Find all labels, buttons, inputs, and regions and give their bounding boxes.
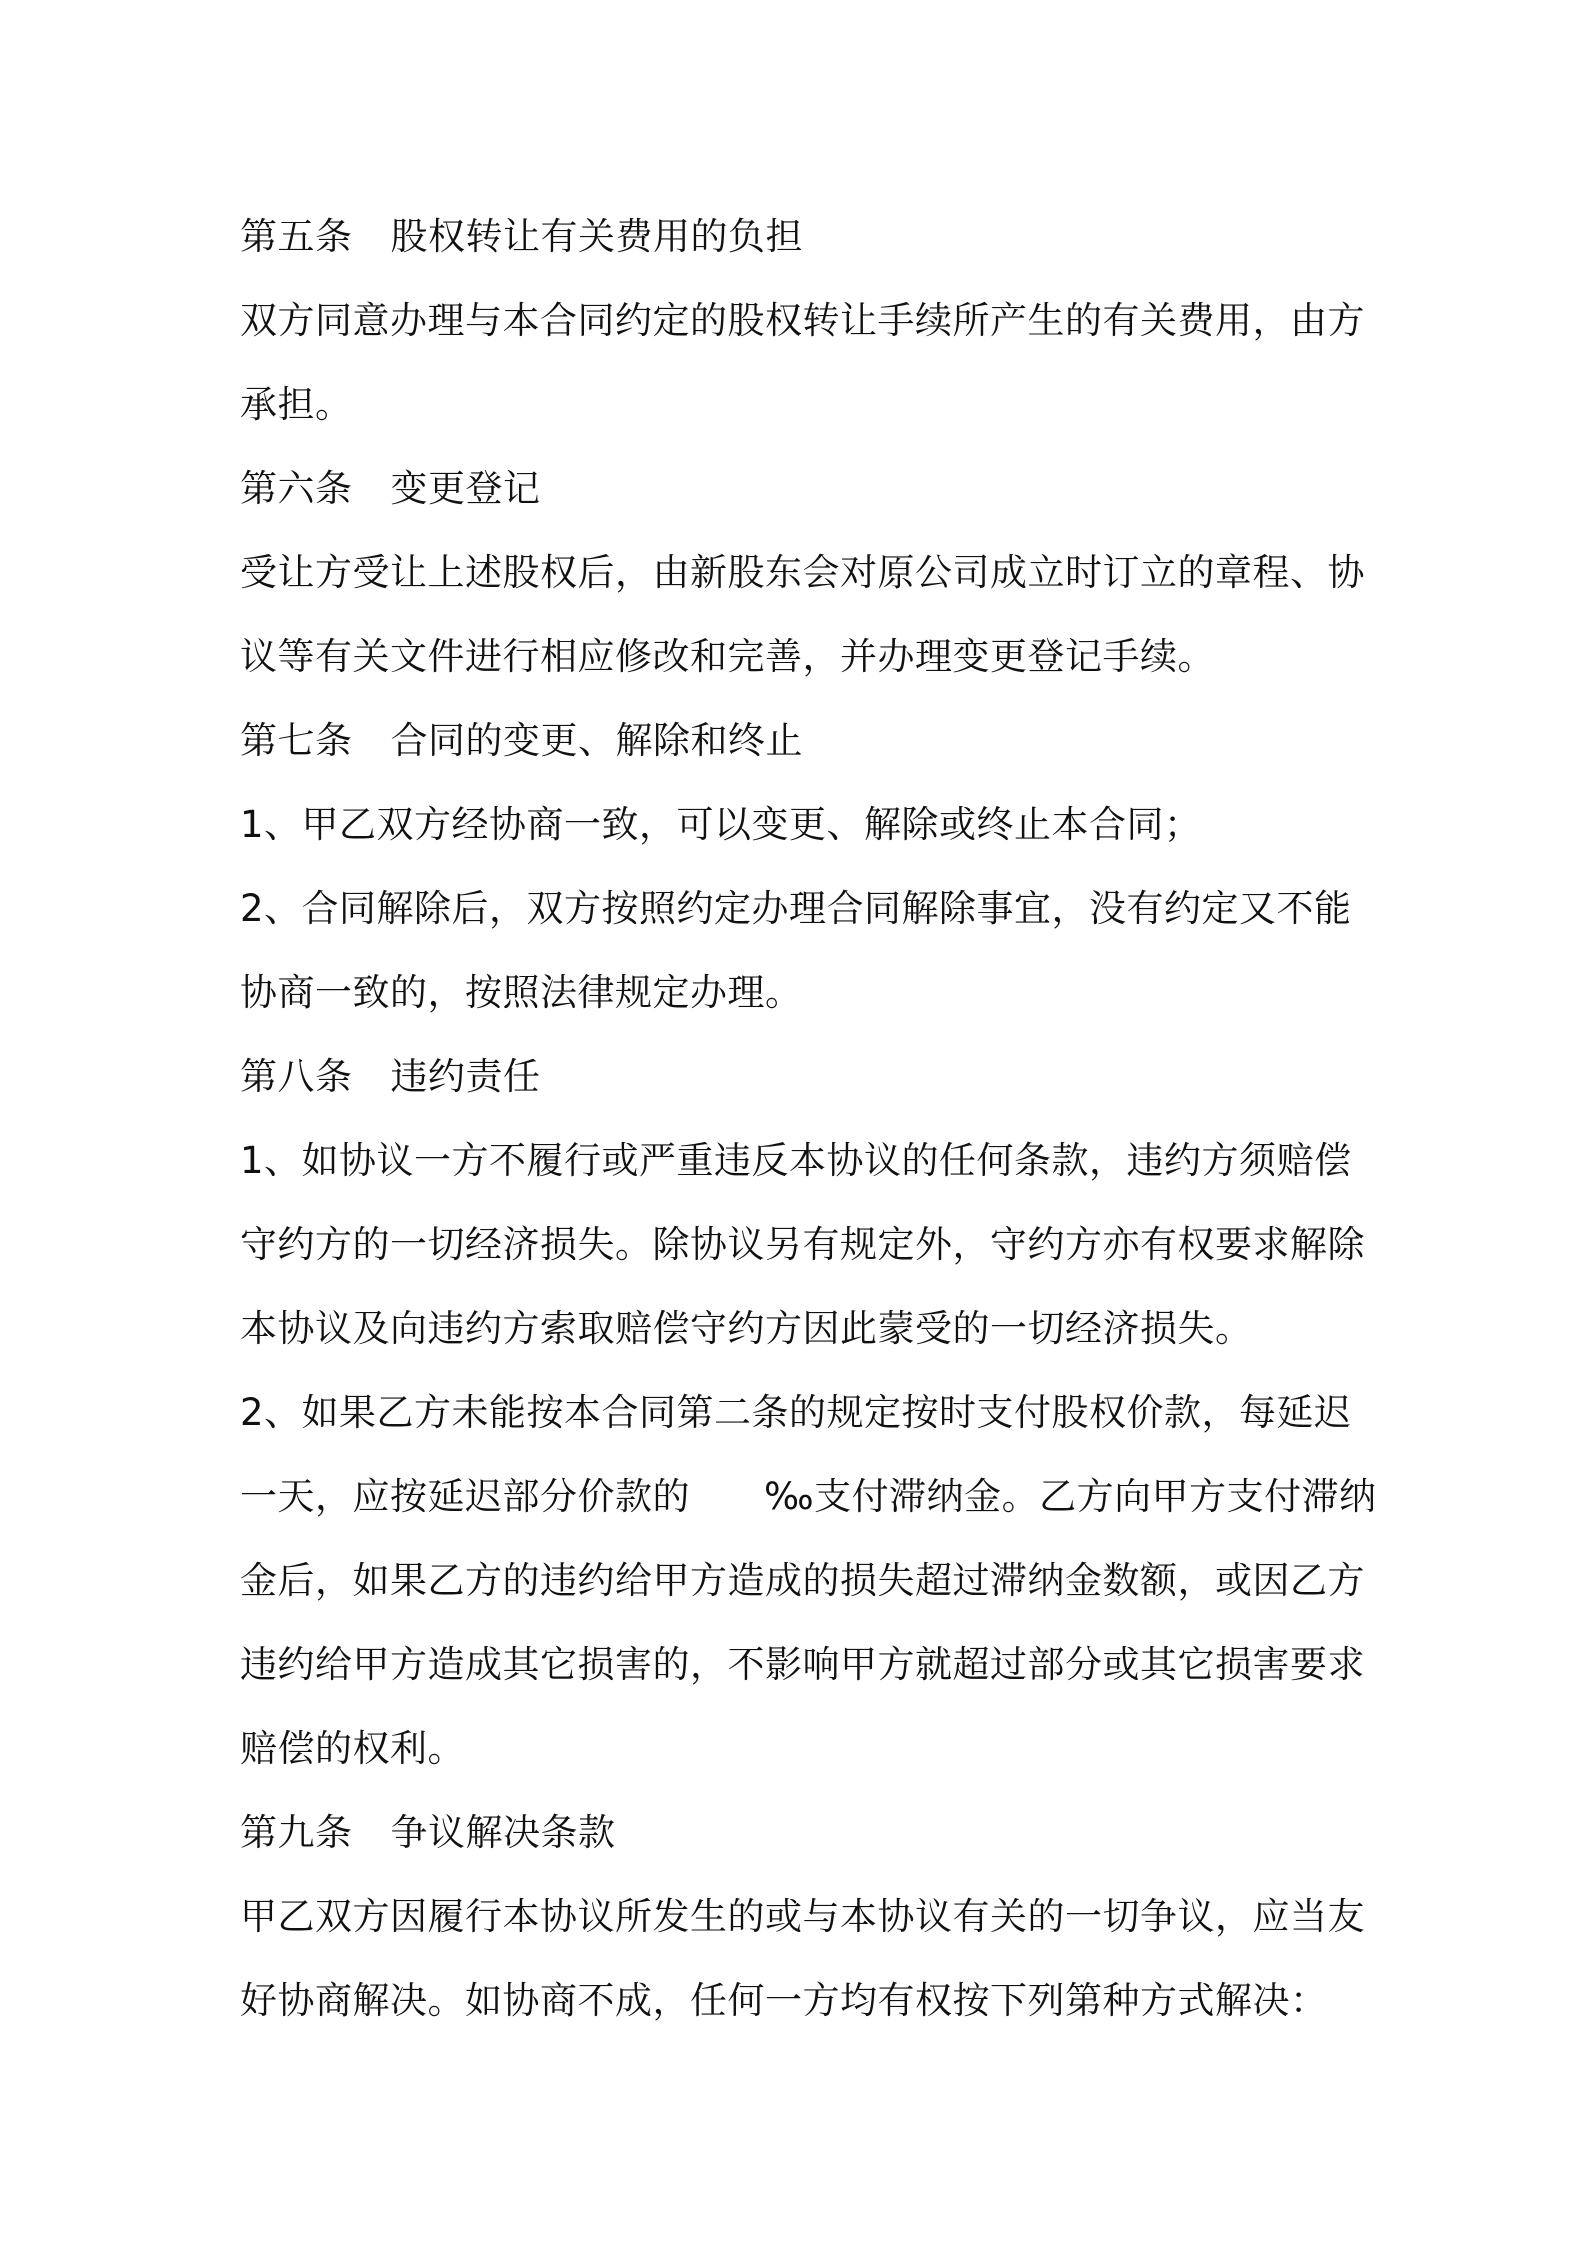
article8-clause1-line: 本协议及向违约方索取赔偿守约方因此蒙受的一切经济损失。 xyxy=(240,1307,1253,1350)
article9-number: 第九条 xyxy=(240,1811,353,1854)
article6-body-line: 受让方受让上述股权后，由新股东会对原公司成立时订立的章程、协 xyxy=(240,551,1365,594)
article6-title: 变更登记 xyxy=(390,467,541,510)
article6-number: 第六条 xyxy=(240,467,353,510)
article6-heading xyxy=(240,447,1360,531)
article8-heading xyxy=(240,1035,1360,1119)
article9-body-line: 好协商解决。如协商不成，任何一方均有权按下列第种方式解决： xyxy=(240,1979,1328,2022)
article7-body-line: 2、合同解除后，双方按照约定办理合同解除事宜，没有约定又不能 xyxy=(240,887,1352,930)
article6-body-line: 议等有关文件进行相应修改和完善，并办理变更登记手续。 xyxy=(240,635,1215,678)
article8-clause2-line: 赔偿的权利。 xyxy=(240,1727,465,1770)
article8-clause2-line: 金后，如果乙方的违约给甲方造成的损失超过滞纳金数额，或因乙方 xyxy=(240,1559,1365,1602)
article5-body-line: 双方同意办理与本合同约定的股权转让手续所产生的有关费用，由方 xyxy=(240,299,1365,342)
article8-title: 违约责任 xyxy=(390,1055,541,1098)
article8-clause2-line: 违约给甲方造成其它损害的，不影响甲方就超过部分或其它损害要求 xyxy=(240,1643,1365,1686)
article7-body-line: 1、甲乙双方经协商一致，可以变更、解除或终止本合同； xyxy=(240,803,1202,846)
clause2-text-before-blank: 一天，应按延迟部分价款的 xyxy=(240,1475,690,1518)
article7-body-line: 协商一致的，按照法律规定办理。 xyxy=(240,971,803,1014)
article7-heading xyxy=(240,699,1360,783)
clause2-text-after-blank: ‰支付滞纳金。乙方向甲方支付滞纳 xyxy=(764,1475,1377,1518)
article7-title: 合同的变更、解除和终止 xyxy=(390,719,803,762)
article9-body-line: 甲乙双方因履行本协议所发生的或与本协议有关的一切争议，应当友 xyxy=(240,1895,1365,1938)
article8-clause1-line: 守约方的一切经济损失。除协议另有规定外，守约方亦有权要求解除 xyxy=(240,1223,1365,1266)
article8-clause2-line-with-blank xyxy=(240,1455,1377,1539)
article8-clause1-line: 1、如协议一方不履行或严重违反本协议的任何条款，违约方须赔偿 xyxy=(240,1139,1352,1182)
article9-title: 争议解决条款 xyxy=(390,1811,616,1854)
article5-heading xyxy=(240,195,1360,279)
article9-heading xyxy=(240,1791,1360,1875)
article8-clause2-line: 2、如果乙方未能按本合同第二条的规定按时支付股权价款，每延迟 xyxy=(240,1391,1352,1434)
article8-number: 第八条 xyxy=(240,1055,353,1098)
article5-body-line: 承担。 xyxy=(240,383,353,426)
article5-number: 第五条 xyxy=(240,215,353,258)
article7-number: 第七条 xyxy=(240,719,353,762)
contract-page xyxy=(240,195,1377,2043)
article5-title: 股权转让有关费用的负担 xyxy=(390,215,803,258)
